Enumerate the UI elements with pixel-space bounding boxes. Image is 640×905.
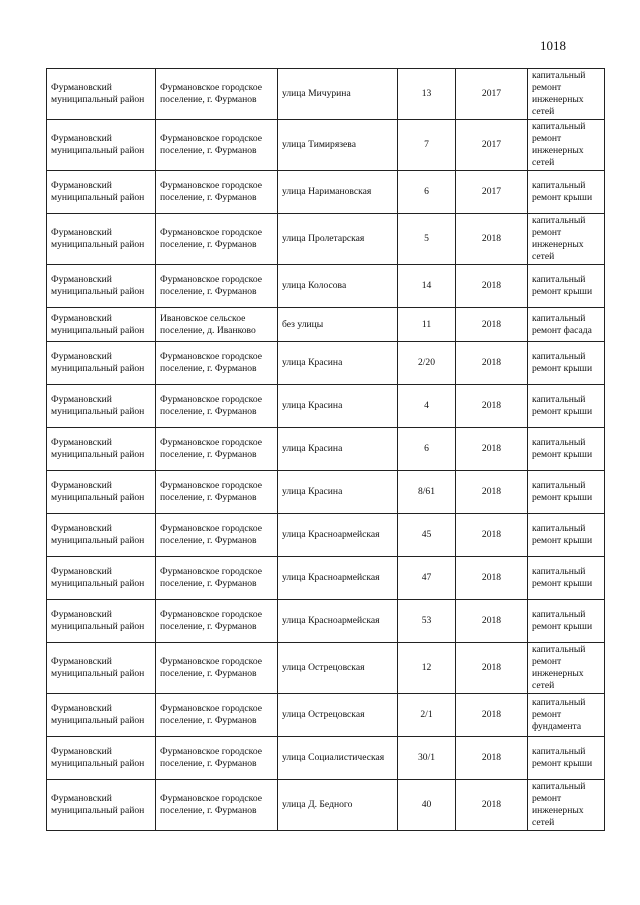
work-type-cell: капитальный ремонт крыши	[528, 600, 605, 643]
work-type-cell: капитальный ремонт крыши	[528, 265, 605, 308]
house-cell: 30/1	[398, 737, 456, 780]
settlement-cell: Фурмановское городское поселение, г. Фурманов	[156, 69, 278, 120]
year-cell: 2017	[456, 69, 528, 120]
house-cell: 45	[398, 514, 456, 557]
table-row	[47, 265, 605, 308]
work-type-cell: капитальный ремонт инженерных сетей	[528, 69, 605, 120]
street-cell: улица Красина	[278, 342, 398, 385]
settlement-cell: Ивановское сельское поселение, д. Иванково	[156, 308, 278, 342]
year-cell: 2018	[456, 385, 528, 428]
settlement-cell: Фурмановское городское поселение, г. Фурманов	[156, 643, 278, 694]
street-cell: без улицы	[278, 308, 398, 342]
district-cell: Фурмановский муниципальный район	[47, 557, 156, 600]
settlement-cell: Фурмановское городское поселение, г. Фурманов	[156, 385, 278, 428]
table-row	[47, 694, 605, 737]
year-cell: 2018	[456, 514, 528, 557]
district-cell: Фурмановский муниципальный район	[47, 342, 156, 385]
table-row	[47, 171, 605, 214]
house-cell: 6	[398, 171, 456, 214]
settlement-cell: Фурмановское городское поселение, г. Фурманов	[156, 514, 278, 557]
table-row	[47, 342, 605, 385]
settlement-cell: Фурмановское городское поселение, г. Фурманов	[156, 694, 278, 737]
year-cell: 2017	[456, 171, 528, 214]
house-cell: 13	[398, 69, 456, 120]
settlement-cell: Фурмановское городское поселение, г. Фурманов	[156, 120, 278, 171]
street-cell: улица Наримановская	[278, 171, 398, 214]
table-row	[47, 643, 605, 694]
house-cell: 53	[398, 600, 456, 643]
work-type-cell: капитальный ремонт крыши	[528, 171, 605, 214]
street-cell: улица Колосова	[278, 265, 398, 308]
district-cell: Фурмановский муниципальный район	[47, 737, 156, 780]
district-cell: Фурмановский муниципальный район	[47, 120, 156, 171]
house-cell: 4	[398, 385, 456, 428]
table-row	[47, 557, 605, 600]
district-cell: Фурмановский муниципальный район	[47, 308, 156, 342]
table-row	[47, 308, 605, 342]
year-cell: 2018	[456, 694, 528, 737]
street-cell: улица Острецовская	[278, 643, 398, 694]
street-cell: улица Мичурина	[278, 69, 398, 120]
street-cell: улица Красноармейская	[278, 600, 398, 643]
street-cell: улица Пролетарская	[278, 214, 398, 265]
table-row	[47, 600, 605, 643]
year-cell: 2018	[456, 557, 528, 600]
district-cell: Фурмановский муниципальный район	[47, 780, 156, 831]
district-cell: Фурмановский муниципальный район	[47, 471, 156, 514]
district-cell: Фурмановский муниципальный район	[47, 694, 156, 737]
work-type-cell: капитальный ремонт инженерных сетей	[528, 643, 605, 694]
table-row	[47, 385, 605, 428]
street-cell: улица Острецовская	[278, 694, 398, 737]
settlement-cell: Фурмановское городское поселение, г. Фурманов	[156, 265, 278, 308]
work-type-cell: капитальный ремонт крыши	[528, 428, 605, 471]
work-type-cell: капитальный ремонт крыши	[528, 385, 605, 428]
work-type-cell: капитальный ремонт крыши	[528, 737, 605, 780]
work-type-cell: капитальный ремонт фундамента	[528, 694, 605, 737]
year-cell: 2018	[456, 737, 528, 780]
district-cell: Фурмановский муниципальный район	[47, 265, 156, 308]
page-number: 1018	[540, 38, 566, 53]
house-cell: 5	[398, 214, 456, 265]
year-cell: 2018	[456, 643, 528, 694]
settlement-cell: Фурмановское городское поселение, г. Фурманов	[156, 171, 278, 214]
house-cell: 14	[398, 265, 456, 308]
settlement-cell: Фурмановское городское поселение, г. Фурманов	[156, 342, 278, 385]
settlement-cell: Фурмановское городское поселение, г. Фурманов	[156, 737, 278, 780]
work-type-cell: капитальный ремонт крыши	[528, 342, 605, 385]
table-row	[47, 514, 605, 557]
work-type-cell: капитальный ремонт крыши	[528, 514, 605, 557]
street-cell: улица Красноармейская	[278, 514, 398, 557]
district-cell: Фурмановский муниципальный район	[47, 600, 156, 643]
table-row	[47, 69, 605, 120]
housing-repair-table	[46, 68, 605, 831]
district-cell: Фурмановский муниципальный район	[47, 385, 156, 428]
table-row	[47, 428, 605, 471]
district-cell: Фурмановский муниципальный район	[47, 643, 156, 694]
year-cell: 2018	[456, 214, 528, 265]
settlement-cell: Фурмановское городское поселение, г. Фурманов	[156, 600, 278, 643]
street-cell: улица Д. Бедного	[278, 780, 398, 831]
year-cell: 2018	[456, 265, 528, 308]
year-cell: 2018	[456, 471, 528, 514]
street-cell: улица Красина	[278, 428, 398, 471]
street-cell: улица Тимирязева	[278, 120, 398, 171]
district-cell: Фурмановский муниципальный район	[47, 514, 156, 557]
house-cell: 2/1	[398, 694, 456, 737]
district-cell: Фурмановский муниципальный район	[47, 69, 156, 120]
year-cell: 2018	[456, 780, 528, 831]
street-cell: улица Социалистическая	[278, 737, 398, 780]
year-cell: 2018	[456, 428, 528, 471]
table-row	[47, 780, 605, 831]
settlement-cell: Фурмановское городское поселение, г. Фурманов	[156, 471, 278, 514]
street-cell: улица Красноармейская	[278, 557, 398, 600]
settlement-cell: Фурмановское городское поселение, г. Фурманов	[156, 428, 278, 471]
street-cell: улица Красина	[278, 385, 398, 428]
year-cell: 2018	[456, 342, 528, 385]
table-row	[47, 471, 605, 514]
work-type-cell: капитальный ремонт инженерных сетей	[528, 120, 605, 171]
work-type-cell: капитальный ремонт инженерных сетей	[528, 780, 605, 831]
house-cell: 40	[398, 780, 456, 831]
year-cell: 2017	[456, 120, 528, 171]
work-type-cell: капитальный ремонт инженерных сетей	[528, 214, 605, 265]
work-type-cell: капитальный ремонт фасада	[528, 308, 605, 342]
house-cell: 12	[398, 643, 456, 694]
house-cell: 8/61	[398, 471, 456, 514]
house-cell: 6	[398, 428, 456, 471]
year-cell: 2018	[456, 308, 528, 342]
house-cell: 7	[398, 120, 456, 171]
settlement-cell: Фурмановское городское поселение, г. Фурманов	[156, 214, 278, 265]
year-cell: 2018	[456, 600, 528, 643]
district-cell: Фурмановский муниципальный район	[47, 428, 156, 471]
settlement-cell: Фурмановское городское поселение, г. Фурманов	[156, 557, 278, 600]
table-row	[47, 214, 605, 265]
work-type-cell: капитальный ремонт крыши	[528, 471, 605, 514]
house-cell: 11	[398, 308, 456, 342]
table-row	[47, 120, 605, 171]
settlement-cell: Фурмановское городское поселение, г. Фурманов	[156, 780, 278, 831]
table-row	[47, 737, 605, 780]
house-cell: 47	[398, 557, 456, 600]
work-type-cell: капитальный ремонт крыши	[528, 557, 605, 600]
district-cell: Фурмановский муниципальный район	[47, 214, 156, 265]
district-cell: Фурмановский муниципальный район	[47, 171, 156, 214]
street-cell: улица Красина	[278, 471, 398, 514]
house-cell: 2/20	[398, 342, 456, 385]
